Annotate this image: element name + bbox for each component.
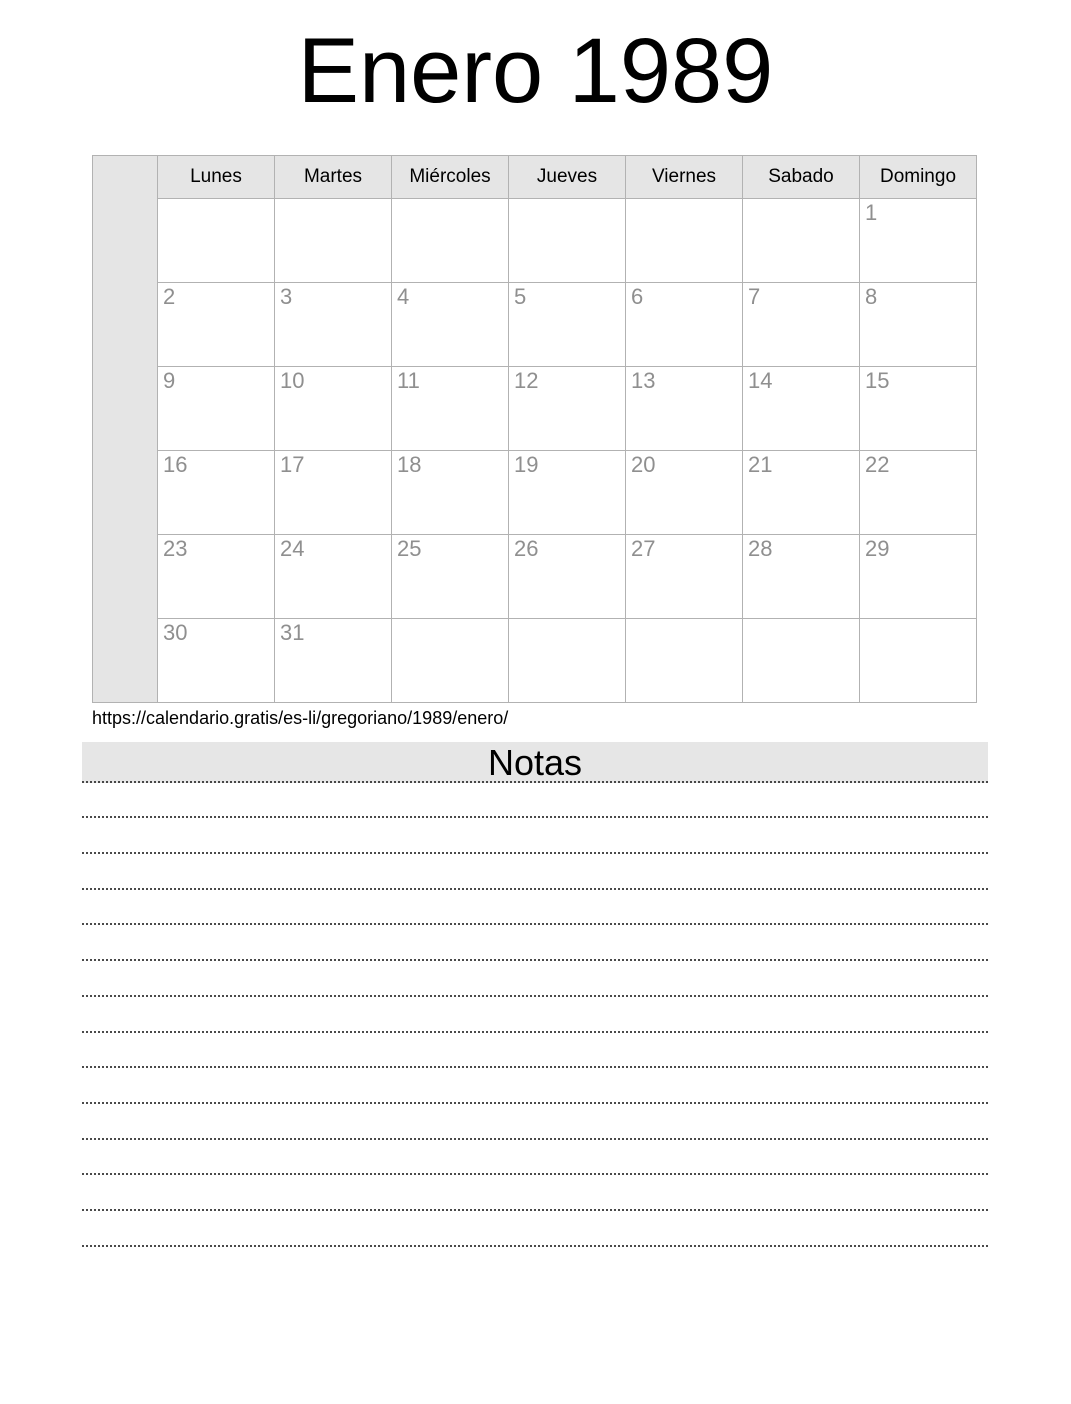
day-cell-25: 25 [392,534,509,618]
day-cell [392,618,509,702]
notes-line [82,1104,988,1140]
day-cell [743,198,860,282]
day-cell-24: 24 [275,534,392,618]
notes-line [82,818,988,854]
day-cell-15: 15 [860,366,977,450]
day-cell-31: 31 [275,618,392,702]
day-cell [392,198,509,282]
day-cell-3: 3 [275,282,392,366]
week-row-1 [93,198,977,282]
week-row-5 [93,534,977,618]
notes-line [82,961,988,997]
day-cell-30: 30 [158,618,275,702]
notes-line [82,1140,988,1176]
day-cell-29: 29 [860,534,977,618]
day-cell-20: 20 [626,450,743,534]
day-cell-26: 26 [509,534,626,618]
day-cell-6: 6 [626,282,743,366]
day-cell-4: 4 [392,282,509,366]
page-title: Enero 1989 [297,20,774,122]
day-cell-18: 18 [392,450,509,534]
weekday-header-viernes: Viernes [626,155,743,198]
day-cell [626,618,743,702]
weekday-header-jueves: Jueves [509,155,626,198]
day-cell [509,198,626,282]
day-cell [743,618,860,702]
day-cell-5: 5 [509,282,626,366]
week-row-2 [93,282,977,366]
source-url: https://calendario.gratis/es-li/gregoriano/1989/enero/ [92,707,509,728]
week-row-3 [93,366,977,450]
notes-line [82,1175,988,1211]
weekday-header-sabado: Sabado [743,155,860,198]
notes-line [82,1068,988,1104]
notes-line [82,783,988,819]
day-cell [626,198,743,282]
day-cell [275,198,392,282]
week-row-6 [93,618,977,702]
day-cell-12: 12 [509,366,626,450]
day-cell-8: 8 [860,282,977,366]
week-row-4 [93,450,977,534]
day-cell-28: 28 [743,534,860,618]
notes-line [82,1211,988,1247]
day-cell-17: 17 [275,450,392,534]
day-cell-21: 21 [743,450,860,534]
day-cell [860,618,977,702]
day-cell-9: 9 [158,366,275,450]
day-cell [158,198,275,282]
weekday-header-miercoles: Miércoles [392,155,509,198]
day-cell-13: 13 [626,366,743,450]
notes-line [82,854,988,890]
weekday-header-lunes: Lunes [158,155,275,198]
notes-line [82,925,988,961]
notes-section [82,742,988,1247]
notes-line [82,1033,988,1069]
weekday-header-row [93,155,977,198]
day-cell-11: 11 [392,366,509,450]
weekday-header-domingo: Domingo [860,155,977,198]
day-cell-16: 16 [158,450,275,534]
day-cell-14: 14 [743,366,860,450]
weekday-header-martes: Martes [275,155,392,198]
notes-line [82,997,988,1033]
day-cell-7: 7 [743,282,860,366]
notes-header: Notas [82,742,988,783]
day-cell [509,618,626,702]
gutter-column [93,155,158,702]
notes-line [82,890,988,926]
day-cell-22: 22 [860,450,977,534]
day-cell-10: 10 [275,366,392,450]
day-cell-23: 23 [158,534,275,618]
calendar-table [92,155,977,703]
day-cell-19: 19 [509,450,626,534]
day-cell-27: 27 [626,534,743,618]
day-cell-1: 1 [860,198,977,282]
day-cell-2: 2 [158,282,275,366]
